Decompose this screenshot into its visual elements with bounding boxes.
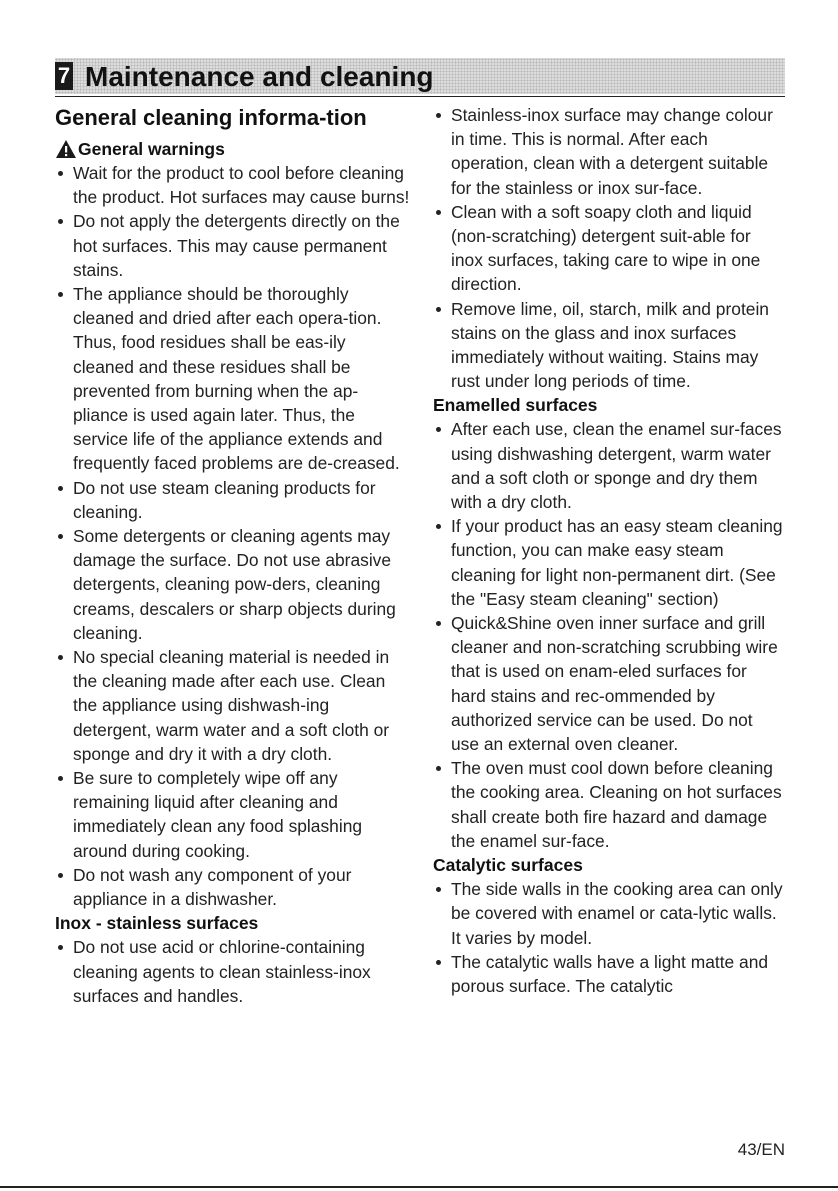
enamelled-list: [433, 417, 785, 853]
list-item: Do not use acid or chlorine-containing cleaning agents to clean stainless-inox surfaces and handles.: [55, 935, 410, 1008]
list-item: Do not wash any component of your appliance in a dishwasher.: [55, 863, 410, 911]
catalytic-list: [433, 877, 785, 998]
list-item: Be sure to completely wipe off any remaining liquid after cleaning and immediately clean any food splashing around during cooking.: [55, 766, 410, 863]
inox-list: [55, 935, 410, 1008]
chapter-title: Maintenance and cleaning: [85, 61, 434, 92]
list-item: Quick&Shine oven inner surface and grill cleaner and non-scratching scrubbing wire that is used on enam-eled surfaces for hard stains and rec-ommended by authorized service can be used. Do not use an external oven cleaner.: [433, 611, 785, 756]
general-warnings-list: [55, 161, 410, 911]
list-item: Some detergents or cleaning agents may damage the surface. Do not use abrasive detergents, cleaning pow-ders, cleaning creams, descalers or sharp objects during cleaning.: [55, 524, 410, 645]
list-item: Clean with a soft soapy cloth and liquid (non-scratching) detergent suit-able for inox surfaces, taking care to wipe in one direction.: [433, 200, 785, 297]
list-item: No special cleaning material is needed in the cleaning made after each use. Clean the appliance using dishwash-ing detergent, warm water and a soft cloth or sponge and dry it with a dry cloth.: [55, 645, 410, 766]
catalytic-title: Catalytic surfaces: [433, 855, 583, 876]
header-divider: [55, 96, 785, 97]
inox-title: Inox - stainless surfaces: [55, 913, 259, 934]
list-item: Stainless-inox surface may change colour in time. This is normal. After each operation, clean with a detergent suitable for the stainless or inox sur-face.: [433, 103, 785, 200]
list-item: Wait for the product to cool before cleaning the product. Hot surfaces may cause burns!: [55, 161, 410, 209]
enamelled-title: Enamelled surfaces: [433, 395, 598, 416]
general-warnings-heading: [55, 137, 410, 161]
list-item: The catalytic walls have a light matte and porous surface. The catalytic: [433, 950, 785, 998]
right-column: [433, 103, 785, 998]
catalytic-heading: [433, 853, 785, 877]
chapter-number: 7: [55, 62, 73, 90]
list-item: Do not use steam cleaning products for cleaning.: [55, 476, 410, 524]
section-title: [55, 103, 410, 133]
list-item: The oven must cool down before cleaning the cooking area. Cleaning on hot surfaces shall create both fire hazard and damage the enamel sur-face.: [433, 756, 785, 853]
list-item: The appliance should be thoroughly cleaned and dried after each opera-tion. Thus, food residues shall be eas-ily cleaned and these residues shall be prevented from burning when the ap-pliance is used again later. Thus, the service life of the appliance extends and frequently faced problems are de-creased.: [55, 282, 410, 476]
page-number: 43/EN: [737, 1140, 785, 1159]
list-item: The side walls in the cooking area can only be covered with enamel or cata-lytic walls. It varies by model.: [433, 877, 785, 950]
inox-continued-list: [433, 103, 785, 393]
general-warnings-title: General warnings: [78, 139, 225, 159]
bottom-divider: [0, 1186, 838, 1188]
left-column: [55, 103, 410, 1008]
inox-heading: [55, 911, 410, 935]
warning-triangle-icon: [55, 139, 77, 159]
enamelled-heading: [433, 393, 785, 417]
list-item: If your product has an easy steam cleaning function, you can make easy steam cleaning for light non-permanent dirt. (See the "Easy steam cleaning" section): [433, 514, 785, 611]
section-title-text: General cleaning informa-tion: [55, 105, 367, 130]
list-item: Do not apply the detergents directly on the hot surfaces. This may cause permanent stains.: [55, 209, 410, 282]
list-item: Remove lime, oil, starch, milk and protein stains on the glass and inox surfaces immediately without waiting. Stains may rust under long periods of time.: [433, 297, 785, 394]
list-item: After each use, clean the enamel sur-faces using dishwashing detergent, warm water and a soft cloth or sponge and dry them with a dry cloth.: [433, 417, 785, 514]
